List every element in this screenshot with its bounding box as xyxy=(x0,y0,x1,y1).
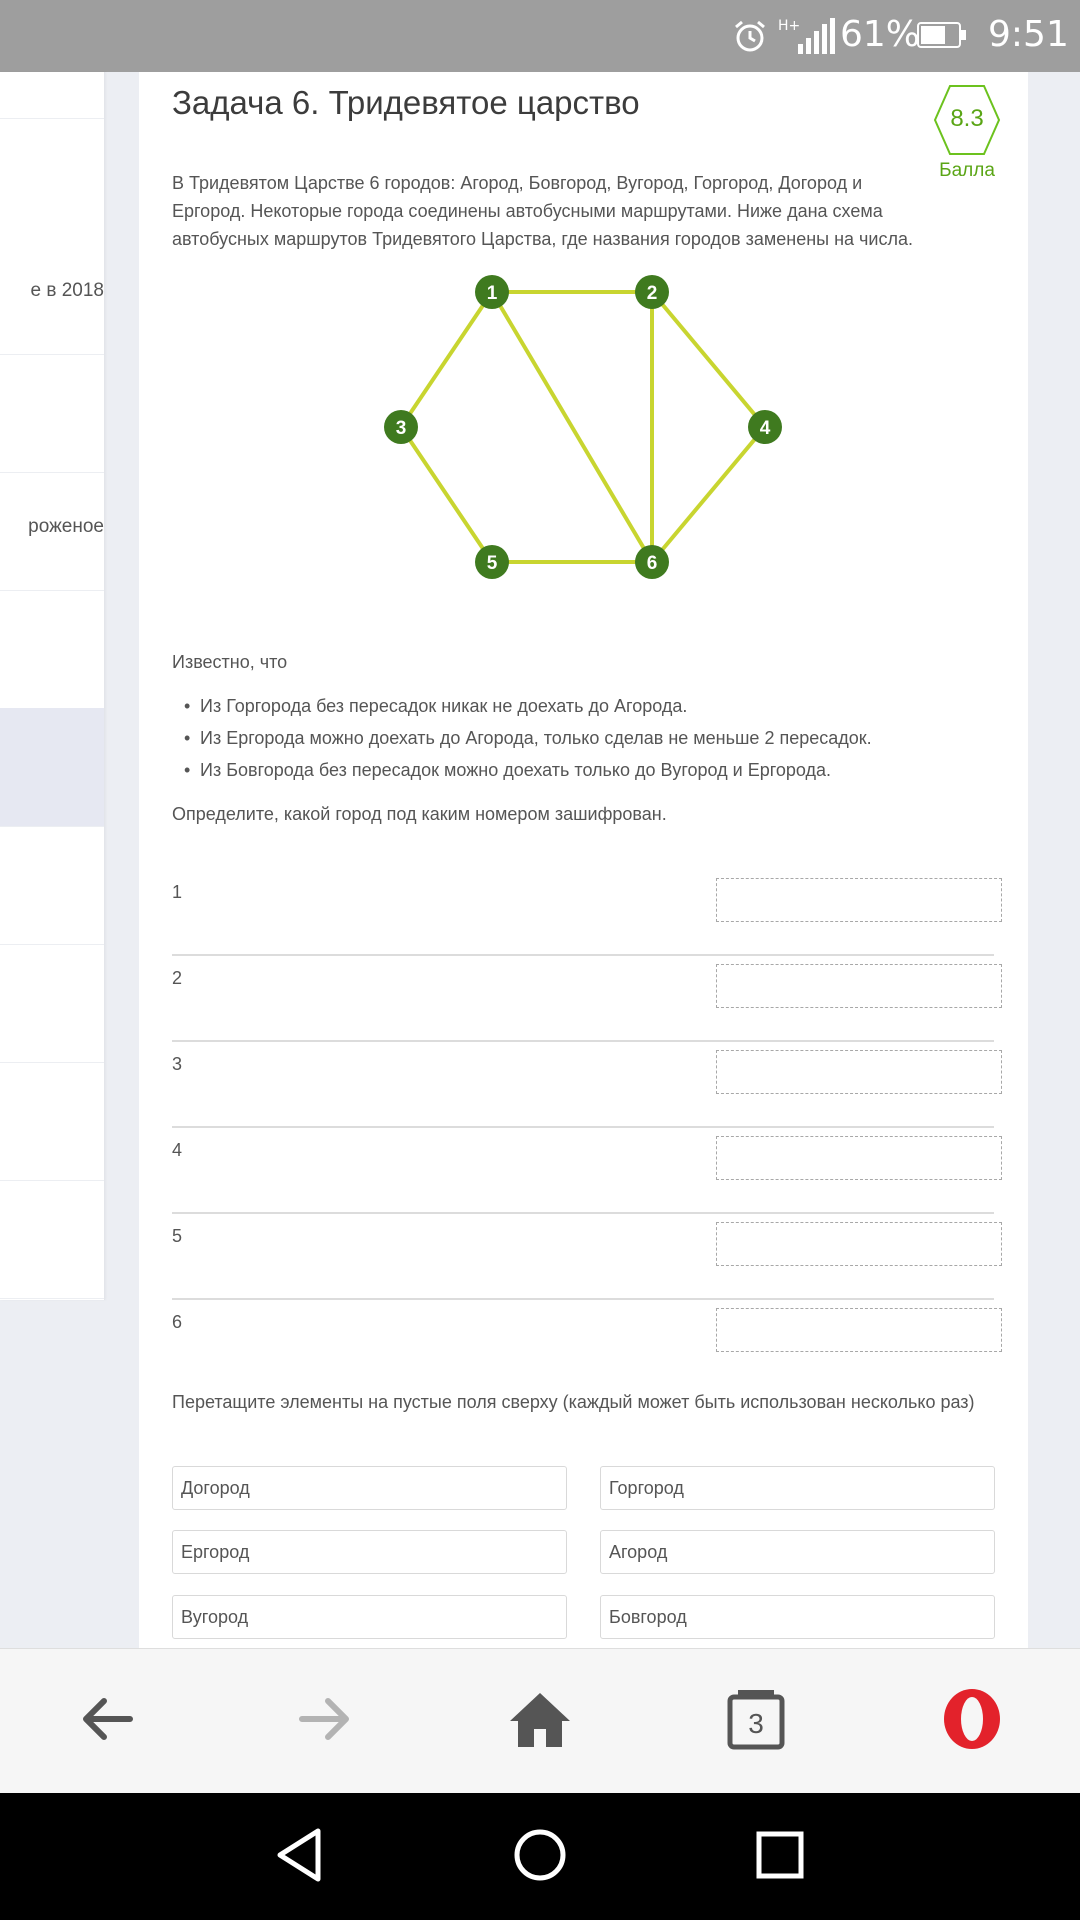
answer-row xyxy=(172,954,994,1042)
recents-square-icon[interactable] xyxy=(750,1825,810,1885)
status-bar xyxy=(0,0,1080,72)
graph-node-label: 5 xyxy=(486,553,498,574)
signal-icon xyxy=(778,16,838,56)
opera-icon[interactable] xyxy=(940,1687,1004,1751)
clock: 9:51 xyxy=(988,14,1069,55)
graph-node-label: 2 xyxy=(646,283,658,304)
graph-node-label: 1 xyxy=(486,283,498,304)
drop-zone[interactable] xyxy=(716,964,1002,1008)
graph-edge-4-6 xyxy=(652,427,765,562)
sidebar xyxy=(0,72,105,1300)
sidebar-item[interactable] xyxy=(0,236,104,355)
answer-number: 4 xyxy=(172,1140,183,1160)
task-card xyxy=(139,72,1028,1648)
sidebar-item[interactable] xyxy=(0,826,104,945)
home-icon[interactable] xyxy=(508,1687,572,1751)
graph-edge-3-5 xyxy=(401,427,492,562)
drag-option[interactable]: Догород xyxy=(172,1466,567,1510)
answer-number: 3 xyxy=(172,1054,183,1074)
drop-zone[interactable] xyxy=(716,1136,1002,1180)
drag-hint: Перетащите элементы на пустые поля сверху (каждый может быть использован несколько раз) xyxy=(172,1392,975,1412)
answer-row xyxy=(172,1040,994,1128)
answer-number: 2 xyxy=(172,968,183,988)
tabs-icon[interactable] xyxy=(724,1687,788,1751)
answer-row xyxy=(172,1212,994,1300)
drag-option[interactable]: Вугород xyxy=(172,1595,567,1639)
svg-text:H+: H+ xyxy=(778,18,801,34)
graph-edge-1-6 xyxy=(492,292,652,562)
condition-item: • Из Ергорода можно доехать до Агорода, только сделав не меньше 2 пересадок. xyxy=(172,728,872,760)
answer-number: 1 xyxy=(172,882,183,902)
drop-zone[interactable] xyxy=(716,1308,1002,1352)
condition-item: • Из Горгорода без пересадок никак не доехать до Агорода. xyxy=(172,696,872,728)
drag-option[interactable]: Агород xyxy=(600,1530,995,1574)
answer-number: 6 xyxy=(172,1312,183,1332)
answer-row xyxy=(172,868,994,956)
back-triangle-icon[interactable] xyxy=(270,1825,330,1885)
graph-node-label: 4 xyxy=(759,418,771,439)
drop-zone[interactable] xyxy=(716,1050,1002,1094)
graph-node-label: 3 xyxy=(395,418,407,439)
drag-option[interactable]: Горгород xyxy=(600,1466,995,1510)
sidebar-item[interactable] xyxy=(0,354,104,473)
browser-toolbar xyxy=(0,1648,1080,1794)
answer-row xyxy=(172,1298,994,1384)
graph-edge-2-4 xyxy=(652,292,765,427)
tab-count: 3 xyxy=(748,1708,764,1739)
sidebar-item[interactable] xyxy=(0,472,104,591)
sidebar-item[interactable] xyxy=(0,1180,104,1299)
route-graph xyxy=(139,72,1028,632)
sidebar-item-label: е в 2018 xyxy=(30,280,104,301)
condition-item: • Из Бовгорода без пересадок можно доехать только до Вугород и Ергорода. xyxy=(172,760,872,792)
task-title: Задача 6. Тридевятое царство xyxy=(172,84,640,121)
drag-option[interactable]: Бовгород xyxy=(600,1595,995,1639)
back-arrow-icon[interactable] xyxy=(76,1687,140,1751)
sidebar-item[interactable] xyxy=(0,944,104,1063)
graph-node-label: 6 xyxy=(646,553,658,574)
score-value: 8.3 xyxy=(950,105,984,132)
sidebar-item[interactable] xyxy=(0,590,104,709)
sidebar-item[interactable] xyxy=(0,72,104,119)
conditions-list xyxy=(172,696,872,792)
task-intro: В Тридевятом Царстве 6 городов: Агород, Бовгород, Вугород, Горгород, Догород и Ергород. Некоторые города соединены автобусными маршрутами. Ниже дана схема автобусных маршрутов Тридевятого Царства, где названия городов заменены на числа. xyxy=(172,173,913,249)
drop-zone[interactable] xyxy=(716,878,1002,922)
battery-icon xyxy=(917,22,967,48)
drop-zone[interactable] xyxy=(716,1222,1002,1266)
alarm-icon xyxy=(733,19,767,53)
system-nav-bar xyxy=(0,1793,1080,1920)
battery-percent: 61% xyxy=(840,14,921,55)
known-label: Известно, что xyxy=(172,652,288,672)
question-text: Определите, какой город под каким номером зашифрован. xyxy=(172,804,667,824)
forward-arrow-icon[interactable] xyxy=(292,1687,356,1751)
sidebar-item-label: роженое xyxy=(28,516,104,537)
sidebar-item-active[interactable] xyxy=(0,708,104,827)
answer-row xyxy=(172,1126,994,1214)
sidebar-item[interactable] xyxy=(0,1062,104,1181)
drag-option[interactable]: Ергород xyxy=(172,1530,567,1574)
graph-edge-1-3 xyxy=(401,292,492,427)
score-label: Балла xyxy=(939,160,995,181)
home-circle-icon[interactable] xyxy=(510,1825,570,1885)
answer-number: 5 xyxy=(172,1226,183,1246)
